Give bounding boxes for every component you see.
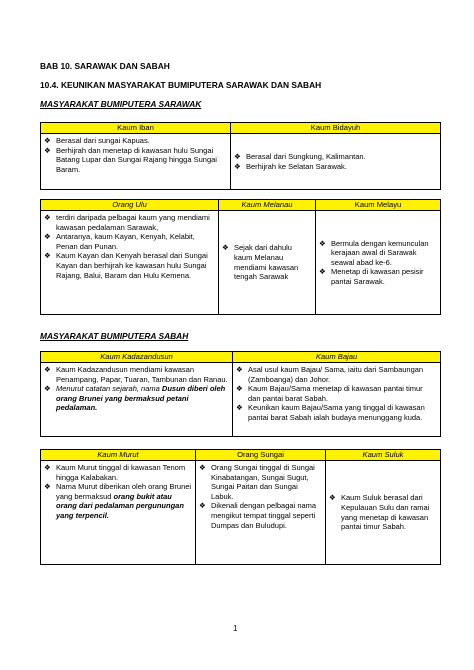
murut-header: Kaum Murut: [41, 450, 196, 461]
page-number: 1: [233, 624, 238, 633]
suluk-header: Kaum Suluk: [326, 450, 441, 461]
list-item: ❖ Asal usul kaum Bajau/ Sama, iaitu dari Sambaungan (Zamboanga) dan Johor.: [236, 365, 437, 384]
list-item: ❖ Kaum Murut tinggal di kawasan Tenom hingga Kalabakan.: [44, 463, 192, 482]
sarawak-table-2: [40, 199, 441, 315]
sarawak-subtitle: MASYARAKAT BUMIPUTERA SARAWAK: [40, 99, 202, 109]
list-item: ❖ Kaum Suluk berasal dari Kepulauan Sulu dan ramai yang menetap di kawasan pantai timur Sabah.: [329, 493, 437, 531]
orang-ulu-cell: [41, 211, 219, 315]
emphasis-text: Dusun diberi oleh orang Brunei yang bermaksud petani pedalaman.: [56, 384, 226, 413]
sarawak-table-1: [40, 122, 441, 190]
orang-ulu-header: Orang Ulu: [41, 200, 219, 211]
list-item: ❖ Kaum Bajau/Sama menetap di kawasan pantai timur dan pantai barat Sabah.: [236, 384, 437, 403]
orang-sungai-header: Orang Sungai: [196, 450, 326, 461]
suluk-cell: [326, 461, 441, 565]
chapter-title: BAB 10. SARAWAK DAN SABAH: [40, 61, 170, 71]
iban-cell: [41, 134, 231, 190]
note-text: Menurut catatan sejarah, nama: [56, 384, 162, 394]
list-item: ❖ Bermula dengan kemunculan kerajaan awal di Sarawak seawal abad ke-6.: [319, 239, 437, 268]
list-item: [44, 384, 229, 413]
melayu-cell: [316, 211, 441, 315]
sabah-table-1: [40, 351, 441, 437]
list-item: ❖ Kaum Kadazandusun mendiami kawasan Penampang, Papar, Tuaran, Tambunan dan Ranau.: [44, 365, 229, 384]
melanau-cell: [219, 211, 316, 315]
list-item: [44, 482, 192, 520]
bajau-cell: [233, 363, 441, 437]
sabah-table-2: [40, 449, 441, 565]
melanau-header: Kaum Melanau: [219, 200, 316, 211]
list-item: ❖ Berasal dari Sungkung, Kalimantan.: [234, 152, 437, 162]
melayu-header: Kaum Melayu: [316, 200, 441, 211]
list-item: ❖ Keunikan kaum Bajau/Sama yang tinggal di kawasan pantai barat Sabah ialah budaya menunggang kuda.: [236, 403, 437, 422]
bajau-header: Kaum Bajau: [233, 352, 441, 363]
list-item: ❖ Dikenali dengan pelbagai nama mengikut tempat tinggal seperti Dumpas dan Buludupi.: [199, 501, 322, 530]
bidayuh-header: Kaum Bidayuh: [231, 123, 441, 134]
list-item: ❖ Berhijrah dan menetap di kawasan hulu Sungai Batang Lupar dan Sungai Rajang hingga Sungai Baram.: [44, 146, 227, 175]
list-item: ❖ Orang Sungai tinggal di Sungai Kinabatangan, Sungai Sugut, Sungai Paitan dan Sungai Labuk.: [199, 463, 322, 501]
section-title: 10.4. KEUNIKAN MASYARAKAT BUMIPUTERA SARAWAK DAN SABAH: [40, 80, 322, 90]
list-item: ❖ Antaranya, kaum Kayan, Kenyah, Kelabit, Penan dan Punan.: [44, 232, 215, 251]
kadazandusun-header: Kaum Kadazandusun: [41, 352, 233, 363]
emphasis-text: orang bukit atau orang dari pedalaman pergunungan yang terpencil.: [56, 491, 184, 520]
bidayuh-cell: [231, 134, 441, 190]
list-item: ❖ Sejak dari dahulu kaum Melanau mendiami kawasan tengah Sarawak: [222, 243, 312, 281]
list-item: ❖ Berhijrah ke Selatan Sarawak.: [234, 162, 437, 172]
murut-cell: [41, 461, 196, 565]
list-item: ❖ terdiri daripada pelbagai kaum yang mendiami kawasan pedalaman Sarawak,: [44, 213, 215, 232]
list-item: ❖ Menetap di kawasan pesisir pantai Sarawak.: [319, 267, 437, 286]
list-item: ❖ Berasal dari sungai Kapuas.: [44, 136, 227, 146]
kadazandusun-cell: [41, 363, 233, 437]
list-item: ❖ Kaum Kayan dan Kenyah berasal dari Sungai Kayan dan berhijrah ke kawasan hulu Sungai Rajang, Balui, Baram dan Hulu Kemena.: [44, 251, 215, 280]
orang-sungai-cell: [196, 461, 326, 565]
note-text: Nama Murut diberikan oleh orang Brunei yang bermaksud: [56, 482, 192, 501]
sabah-subtitle: MASYARAKAT BUMIPUTERA SABAH: [40, 331, 189, 341]
iban-header: Kaum Iban: [41, 123, 231, 134]
